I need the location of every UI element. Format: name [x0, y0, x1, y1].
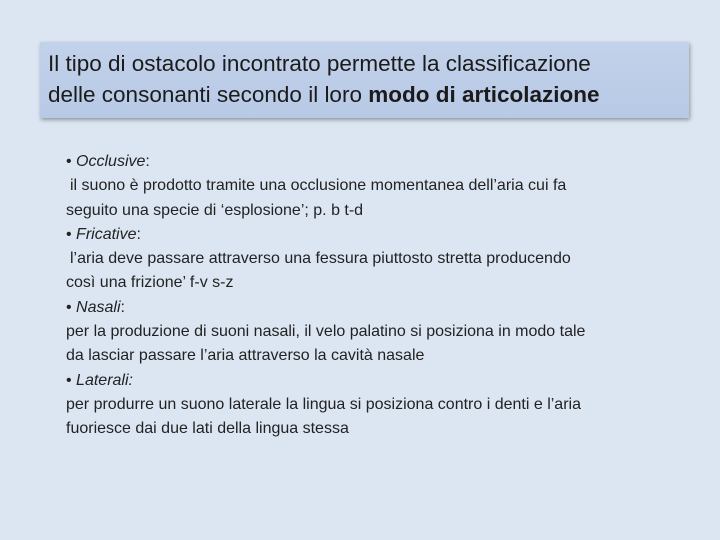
- item-laterali-heading: [66, 369, 676, 393]
- item-fricative-desc-2: così una frizione’ f-v s-z: [66, 274, 234, 292]
- content-body: [66, 150, 676, 442]
- item-laterali-desc-2: fuoriesce dai due lati della lingua stessa: [66, 420, 349, 438]
- title-plain-text: delle consonanti secondo il loro: [48, 82, 369, 107]
- item-nasali-desc-1: per la produzione di suoni nasali, il velo palatino si posiziona in modo tale: [66, 323, 586, 341]
- slide-title-line-1: Il tipo di ostacolo incontrato permette la classificazione: [48, 51, 591, 76]
- item-occlusive-desc-1: il suono è prodotto tramite una occlusione momentanea dell’aria cui fa: [70, 177, 567, 195]
- item-laterali-desc-1: per produrre un suono laterale la lingua si posiziona contro i denti e l’aria: [66, 395, 581, 413]
- colon: :: [145, 153, 150, 170]
- slide-title-line-2: [48, 79, 689, 110]
- colon: :: [120, 298, 125, 316]
- item-nasali-heading: [66, 296, 676, 320]
- bullet: •: [66, 153, 77, 170]
- item-occlusive-desc-2: seguito una specie di ‘esplosione’; p. b t-d: [66, 201, 364, 219]
- term-occlusive: Occlusive: [76, 153, 146, 170]
- term-fricative: Fricative: [76, 225, 137, 243]
- bullet: •: [66, 225, 77, 243]
- title-bold-text: modo di articolazione: [368, 82, 600, 107]
- term-laterali: Laterali:: [76, 371, 133, 389]
- item-fricative-desc-1: l’aria deve passare attraverso una fessura piuttosto stretta producendo: [70, 250, 571, 268]
- item-nasali-desc-2: da lasciar passare l’aria attraverso la cavità nasale: [66, 347, 425, 365]
- title-box: [40, 42, 689, 118]
- bullet: •: [66, 298, 77, 316]
- bullet: •: [66, 371, 77, 389]
- item-occlusive-heading: [66, 150, 676, 174]
- item-fricative-heading: [66, 223, 676, 247]
- term-nasali: Nasali: [76, 298, 121, 316]
- colon: :: [136, 225, 141, 243]
